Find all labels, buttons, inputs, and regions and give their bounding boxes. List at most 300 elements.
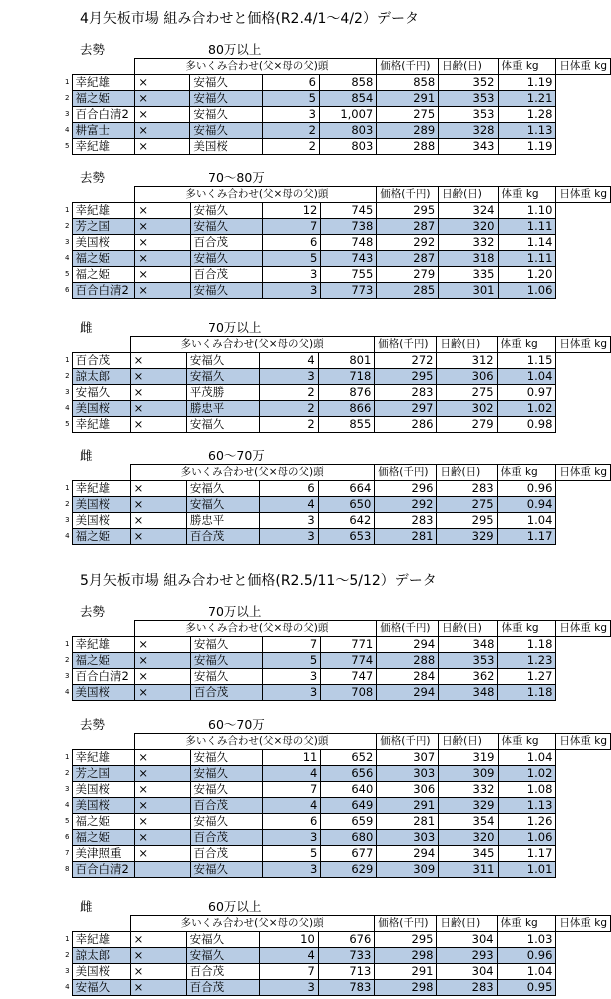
head-count-cell: 4 <box>259 353 318 369</box>
cross-mark: × <box>135 219 190 235</box>
head-count-cell: 4 <box>259 497 318 513</box>
weight-cell: 320 <box>439 219 498 235</box>
age-cell: 281 <box>377 814 439 830</box>
age-cell: 283 <box>375 385 437 401</box>
header-age: 日齢(日) <box>437 337 497 353</box>
table-row <box>62 353 611 369</box>
table-row <box>62 932 611 948</box>
cross-mark: × <box>135 685 190 701</box>
head-count-cell: 7 <box>262 782 320 798</box>
cross-mark <box>135 862 190 878</box>
table-header <box>62 621 611 637</box>
weight-cell: 354 <box>439 814 498 830</box>
weight-cell: 301 <box>439 283 498 299</box>
index-spacer <box>62 337 72 353</box>
row-index: 1 <box>65 206 70 214</box>
header-blank-cell <box>72 187 135 203</box>
weight-cell: 283 <box>437 980 497 996</box>
cross-mark: × <box>135 750 190 766</box>
row-index: 5 <box>65 270 70 278</box>
cross-mark: × <box>130 497 186 513</box>
weight-cell: 353 <box>439 107 498 123</box>
header-weight: 体重 kg <box>498 621 556 637</box>
weight-cell: 320 <box>439 830 498 846</box>
price-cell: 876 <box>318 385 375 401</box>
sire-cell: 百合白清2 <box>72 283 135 299</box>
header-combo: 多いくみ合わせ(父×母の父)頭 <box>130 337 375 353</box>
cross-mark: × <box>135 107 190 123</box>
age-cell: 272 <box>375 353 437 369</box>
daily-gain-cell: 0.96 <box>497 481 556 497</box>
index-spacer <box>62 621 72 637</box>
dam-sire-cell: 安福久 <box>190 750 262 766</box>
price-cell: 656 <box>321 766 377 782</box>
row-index: 4 <box>62 529 72 545</box>
header-weight: 体重 kg <box>497 916 556 932</box>
weight-cell: 353 <box>439 653 498 669</box>
age-cell: 309 <box>377 862 439 878</box>
row-index: 2 <box>62 653 72 669</box>
section-price-range: 60～70万 <box>208 717 265 732</box>
header-weight: 体重 kg <box>497 465 556 481</box>
head-count-cell: 2 <box>259 417 318 433</box>
age-cell: 295 <box>375 932 437 948</box>
price-cell: 855 <box>318 417 375 433</box>
weight-cell: 353 <box>439 91 498 107</box>
daily-gain-cell: 0.94 <box>497 497 556 513</box>
price-cell: 640 <box>321 782 377 798</box>
head-count-cell: 3 <box>259 369 318 385</box>
dam-sire-cell: 安福久 <box>186 948 259 964</box>
table-row <box>62 235 611 251</box>
age-cell: 285 <box>377 283 439 299</box>
weight-cell: 352 <box>439 75 498 91</box>
daily-gain-cell: 1.17 <box>498 846 556 862</box>
weight-cell: 343 <box>439 139 498 155</box>
weight-cell: 324 <box>439 203 498 219</box>
dam-sire-cell: 安福久 <box>190 123 262 139</box>
price-cell: 708 <box>321 685 377 701</box>
row-index: 1 <box>65 935 70 943</box>
dam-sire-cell: 勝忠平 <box>186 513 259 529</box>
daily-gain-cell: 1.14 <box>498 235 556 251</box>
table-header <box>62 337 611 353</box>
age-cell: 289 <box>377 123 439 139</box>
header-price: 価格(千円) <box>377 621 439 637</box>
table-row <box>62 385 611 401</box>
price-cell: 858 <box>319 75 376 91</box>
row-index: 4 <box>62 980 72 996</box>
daily-gain-cell: 0.95 <box>497 980 556 996</box>
cross-mark: × <box>135 75 190 91</box>
price-cell: 1,007 <box>319 107 376 123</box>
table-row <box>62 980 611 996</box>
head-count-cell: 6 <box>259 481 318 497</box>
price-cell: 803 <box>319 123 376 139</box>
sire-cell: 福之姫 <box>72 529 130 545</box>
head-count-cell: 3 <box>262 862 320 878</box>
data-table <box>62 620 611 701</box>
daily-gain-cell: 1.20 <box>498 267 556 283</box>
weight-cell: 304 <box>437 964 497 980</box>
table-row <box>62 267 611 283</box>
section-category: 去勢 <box>80 170 106 185</box>
head-count-cell: 12 <box>262 203 320 219</box>
cross-mark: × <box>135 669 190 685</box>
daily-gain-cell: 1.04 <box>498 750 556 766</box>
page-title: 4月矢板市場 組み合わせと価格(R2.4/1～4/2）データ <box>80 11 419 27</box>
table-row <box>62 653 611 669</box>
head-count-cell: 4 <box>262 798 320 814</box>
cross-mark: × <box>135 637 190 653</box>
table-row <box>62 830 611 846</box>
header-blank-cell <box>72 465 130 481</box>
cross-mark: × <box>135 766 190 782</box>
cross-mark: × <box>130 385 186 401</box>
head-count-cell: 5 <box>262 251 320 267</box>
header-combo: 多いくみ合わせ(父×母の父)頭 <box>130 465 375 481</box>
sire-cell: 諒太郎 <box>72 369 130 385</box>
daily-gain-cell: 0.98 <box>497 417 556 433</box>
row-index: 6 <box>62 830 72 846</box>
table-row <box>62 401 611 417</box>
dam-sire-cell: 安福久 <box>190 91 262 107</box>
daily-gain-cell: 1.06 <box>498 283 556 299</box>
row-index: 3 <box>65 672 70 680</box>
header-blank-cell <box>72 621 135 637</box>
head-count-cell: 3 <box>262 267 320 283</box>
age-cell: 275 <box>377 107 439 123</box>
cross-mark: × <box>130 417 186 433</box>
header-weight: 体重 kg <box>498 59 556 75</box>
weight-cell: 348 <box>439 637 498 653</box>
daily-gain-cell: 1.02 <box>497 401 556 417</box>
cross-mark: × <box>135 814 190 830</box>
head-count-cell: 7 <box>262 219 320 235</box>
table-row <box>62 107 611 123</box>
header-blank-cell <box>72 734 135 750</box>
table-header <box>62 59 611 75</box>
daily-gain-cell: 1.13 <box>498 798 556 814</box>
table-row <box>62 798 611 814</box>
age-cell: 296 <box>375 481 437 497</box>
head-count-cell: 6 <box>262 814 320 830</box>
age-cell: 291 <box>377 798 439 814</box>
daily-gain-cell: 1.11 <box>498 251 556 267</box>
age-cell: 858 <box>377 75 439 91</box>
sire-cell: 安福久 <box>72 385 130 401</box>
age-cell: 295 <box>375 369 437 385</box>
cross-mark: × <box>130 481 186 497</box>
cross-mark: × <box>130 964 186 980</box>
daily-gain-cell: 1.19 <box>498 139 556 155</box>
age-cell: 288 <box>377 653 439 669</box>
header-age: 日齢(日) <box>439 59 498 75</box>
row-index: 2 <box>62 369 72 385</box>
sire-cell: 福之姫 <box>72 653 135 669</box>
price-cell: 803 <box>319 139 376 155</box>
row-index: 1 <box>65 356 70 364</box>
age-cell: 286 <box>375 417 437 433</box>
weight-cell: 312 <box>437 353 497 369</box>
header-price: 価格(千円) <box>377 59 439 75</box>
section-category: 去勢 <box>80 604 106 619</box>
daily-gain-cell: 1.15 <box>497 353 556 369</box>
weight-cell: 345 <box>439 846 498 862</box>
sire-cell: 芳之国 <box>72 766 135 782</box>
price-cell: 755 <box>321 267 377 283</box>
cross-mark: × <box>135 267 190 283</box>
table-row <box>62 219 611 235</box>
daily-gain-cell: 1.04 <box>497 513 556 529</box>
header-daily-gain: 日体重 kg <box>556 734 611 750</box>
header-daily-gain: 日体重 kg <box>556 59 611 75</box>
head-count-cell: 3 <box>259 980 318 996</box>
table-header <box>62 465 611 481</box>
row-index: 3 <box>65 967 70 975</box>
price-cell: 629 <box>321 862 377 878</box>
daily-gain-cell: 1.18 <box>498 637 556 653</box>
sire-cell: 幸紀雄 <box>72 75 135 91</box>
daily-gain-cell: 1.04 <box>497 369 556 385</box>
price-cell: 664 <box>318 481 375 497</box>
head-count-cell: 5 <box>262 91 319 107</box>
weight-cell: 332 <box>439 782 498 798</box>
sire-cell: 美津照重 <box>72 846 135 862</box>
head-count-cell: 6 <box>262 75 319 91</box>
cross-mark: × <box>130 932 186 948</box>
price-cell: 854 <box>319 91 376 107</box>
price-cell: 773 <box>321 283 377 299</box>
table-row <box>62 685 611 701</box>
row-index: 2 <box>62 766 72 782</box>
cross-mark: × <box>135 782 190 798</box>
age-cell: 292 <box>377 235 439 251</box>
row-index: 3 <box>65 785 70 793</box>
weight-cell: 302 <box>437 401 497 417</box>
row-index: 2 <box>62 91 72 107</box>
row-index: 8 <box>62 862 72 878</box>
daily-gain-cell: 1.23 <box>498 653 556 669</box>
age-cell: 298 <box>375 948 437 964</box>
age-cell: 295 <box>377 203 439 219</box>
index-spacer <box>62 734 72 750</box>
age-cell: 292 <box>375 497 437 513</box>
section-price-range: 60万以上 <box>208 899 262 914</box>
dam-sire-cell: 安福久 <box>186 481 259 497</box>
sire-cell: 芳之国 <box>72 219 135 235</box>
table-row <box>62 750 611 766</box>
table-header <box>62 734 611 750</box>
sire-cell: 百合茂 <box>72 353 130 369</box>
header-daily-gain: 日体重 kg <box>556 337 611 353</box>
dam-sire-cell: 安福久 <box>190 862 262 878</box>
table-row <box>62 782 611 798</box>
dam-sire-cell: 美国桜 <box>190 139 262 155</box>
table-row <box>62 513 611 529</box>
dam-sire-cell: 安福久 <box>190 75 262 91</box>
head-count-cell: 2 <box>259 385 318 401</box>
header-combo: 多いくみ合わせ(父×母の父)頭 <box>135 734 377 750</box>
row-index: 2 <box>62 219 72 235</box>
cross-mark: × <box>135 830 190 846</box>
price-cell: 680 <box>321 830 377 846</box>
daily-gain-cell: 1.01 <box>498 862 556 878</box>
header-price: 価格(千円) <box>377 734 439 750</box>
table-row <box>62 669 611 685</box>
row-index: 5 <box>65 420 70 428</box>
header-weight: 体重 kg <box>498 734 556 750</box>
cross-mark: × <box>135 283 190 299</box>
cross-mark: × <box>135 653 190 669</box>
row-index: 2 <box>62 948 72 964</box>
sire-cell: 美国桜 <box>72 513 130 529</box>
header-price: 価格(千円) <box>375 916 437 932</box>
row-index: 7 <box>65 849 70 857</box>
section-price-range: 70～80万 <box>208 170 265 185</box>
head-count-cell: 5 <box>263 653 321 669</box>
sire-cell: 幸紀雄 <box>72 750 135 766</box>
table-row <box>62 948 611 964</box>
weight-cell: 275 <box>437 385 497 401</box>
index-spacer <box>62 465 72 481</box>
weight-cell: 275 <box>437 497 497 513</box>
section-category: 去勢 <box>80 717 106 732</box>
daily-gain-cell: 0.96 <box>497 948 556 964</box>
dam-sire-cell: 安福久 <box>190 653 263 669</box>
table-row <box>62 283 611 299</box>
sire-cell: 安福久 <box>72 980 130 996</box>
sire-cell: 諒太郎 <box>72 948 130 964</box>
age-cell: 291 <box>375 964 437 980</box>
price-cell: 774 <box>321 653 377 669</box>
header-price: 価格(千円) <box>377 187 439 203</box>
price-cell: 771 <box>321 637 377 653</box>
header-price: 価格(千円) <box>375 465 437 481</box>
weight-cell: 329 <box>439 798 498 814</box>
head-count-cell: 7 <box>259 964 318 980</box>
daily-gain-cell: 1.17 <box>497 529 556 545</box>
weight-cell: 304 <box>437 932 497 948</box>
header-combo: 多いくみ合わせ(父×母の父)頭 <box>135 187 377 203</box>
header-daily-gain: 日体重 kg <box>556 621 611 637</box>
section-price-range: 70万以上 <box>208 604 262 619</box>
sire-cell: 百合白清2 <box>72 107 135 123</box>
daily-gain-cell: 1.11 <box>498 219 556 235</box>
sire-cell: 幸紀雄 <box>72 932 130 948</box>
cross-mark: × <box>130 948 186 964</box>
header-daily-gain: 日体重 kg <box>556 465 611 481</box>
age-cell: 306 <box>377 782 439 798</box>
dam-sire-cell: 百合茂 <box>186 964 259 980</box>
dam-sire-cell: 安福久 <box>190 766 262 782</box>
price-cell: 733 <box>318 948 375 964</box>
header-weight: 体重 kg <box>498 187 556 203</box>
header-blank-cell <box>72 916 130 932</box>
sire-cell: 美国桜 <box>72 497 130 513</box>
row-index: 1 <box>65 640 70 648</box>
row-index: 3 <box>65 110 70 118</box>
section-price-range: 60～70万 <box>208 448 265 463</box>
dam-sire-cell: 勝忠平 <box>186 401 259 417</box>
sire-cell: 福之姫 <box>72 814 135 830</box>
price-cell: 738 <box>321 219 377 235</box>
index-spacer <box>62 187 72 203</box>
cross-mark: × <box>130 529 186 545</box>
table-header <box>62 187 611 203</box>
age-cell: 307 <box>377 750 439 766</box>
dam-sire-cell: 平茂勝 <box>186 385 259 401</box>
age-cell: 279 <box>377 267 439 283</box>
table-row <box>62 766 611 782</box>
sire-cell: 美国桜 <box>72 401 130 417</box>
sire-cell: 福之姫 <box>72 91 135 107</box>
age-cell: 294 <box>377 637 439 653</box>
dam-sire-cell: 安福久 <box>190 814 262 830</box>
table-row <box>62 637 611 653</box>
header-combo: 多いくみ合わせ(父×母の父)頭 <box>135 59 377 75</box>
head-count-cell: 3 <box>263 685 321 701</box>
head-count-cell: 3 <box>262 830 320 846</box>
table-row <box>62 123 611 139</box>
cross-mark: × <box>130 369 186 385</box>
header-age: 日齢(日) <box>439 734 498 750</box>
data-table <box>62 336 611 433</box>
header-daily-gain: 日体重 kg <box>556 916 611 932</box>
data-table <box>62 58 611 155</box>
age-cell: 288 <box>377 139 439 155</box>
price-cell: 677 <box>321 846 377 862</box>
price-cell: 747 <box>321 669 377 685</box>
daily-gain-cell: 1.19 <box>498 75 556 91</box>
daily-gain-cell: 1.03 <box>497 932 556 948</box>
section-price-range: 80万以上 <box>208 42 262 57</box>
weight-cell: 362 <box>439 669 498 685</box>
header-blank-cell <box>72 337 130 353</box>
weight-cell: 295 <box>437 513 497 529</box>
table-row <box>62 497 611 513</box>
table-row <box>62 814 611 830</box>
table-row <box>62 139 611 155</box>
price-cell: 649 <box>321 798 377 814</box>
dam-sire-cell: 百合茂 <box>186 980 259 996</box>
age-cell: 303 <box>377 766 439 782</box>
daily-gain-cell: 1.28 <box>498 107 556 123</box>
cross-mark: × <box>130 513 186 529</box>
daily-gain-cell: 0.97 <box>497 385 556 401</box>
head-count-cell: 4 <box>259 948 318 964</box>
data-table <box>62 915 611 996</box>
daily-gain-cell: 1.26 <box>498 814 556 830</box>
head-count-cell: 3 <box>262 283 320 299</box>
row-index: 3 <box>65 516 70 524</box>
price-cell: 743 <box>321 251 377 267</box>
age-cell: 294 <box>377 846 439 862</box>
sire-cell: 幸紀雄 <box>72 417 130 433</box>
section-category: 雌 <box>80 320 93 335</box>
daily-gain-cell: 1.08 <box>498 782 556 798</box>
table-row <box>62 481 611 497</box>
dam-sire-cell: 安福久 <box>190 203 262 219</box>
dam-sire-cell: 安福久 <box>190 669 263 685</box>
age-cell: 291 <box>377 91 439 107</box>
cross-mark: × <box>130 401 186 417</box>
age-cell: 281 <box>375 529 437 545</box>
sire-cell: 美国桜 <box>72 685 135 701</box>
head-count-cell: 6 <box>262 235 320 251</box>
daily-gain-cell: 1.13 <box>498 123 556 139</box>
row-index: 2 <box>62 497 72 513</box>
